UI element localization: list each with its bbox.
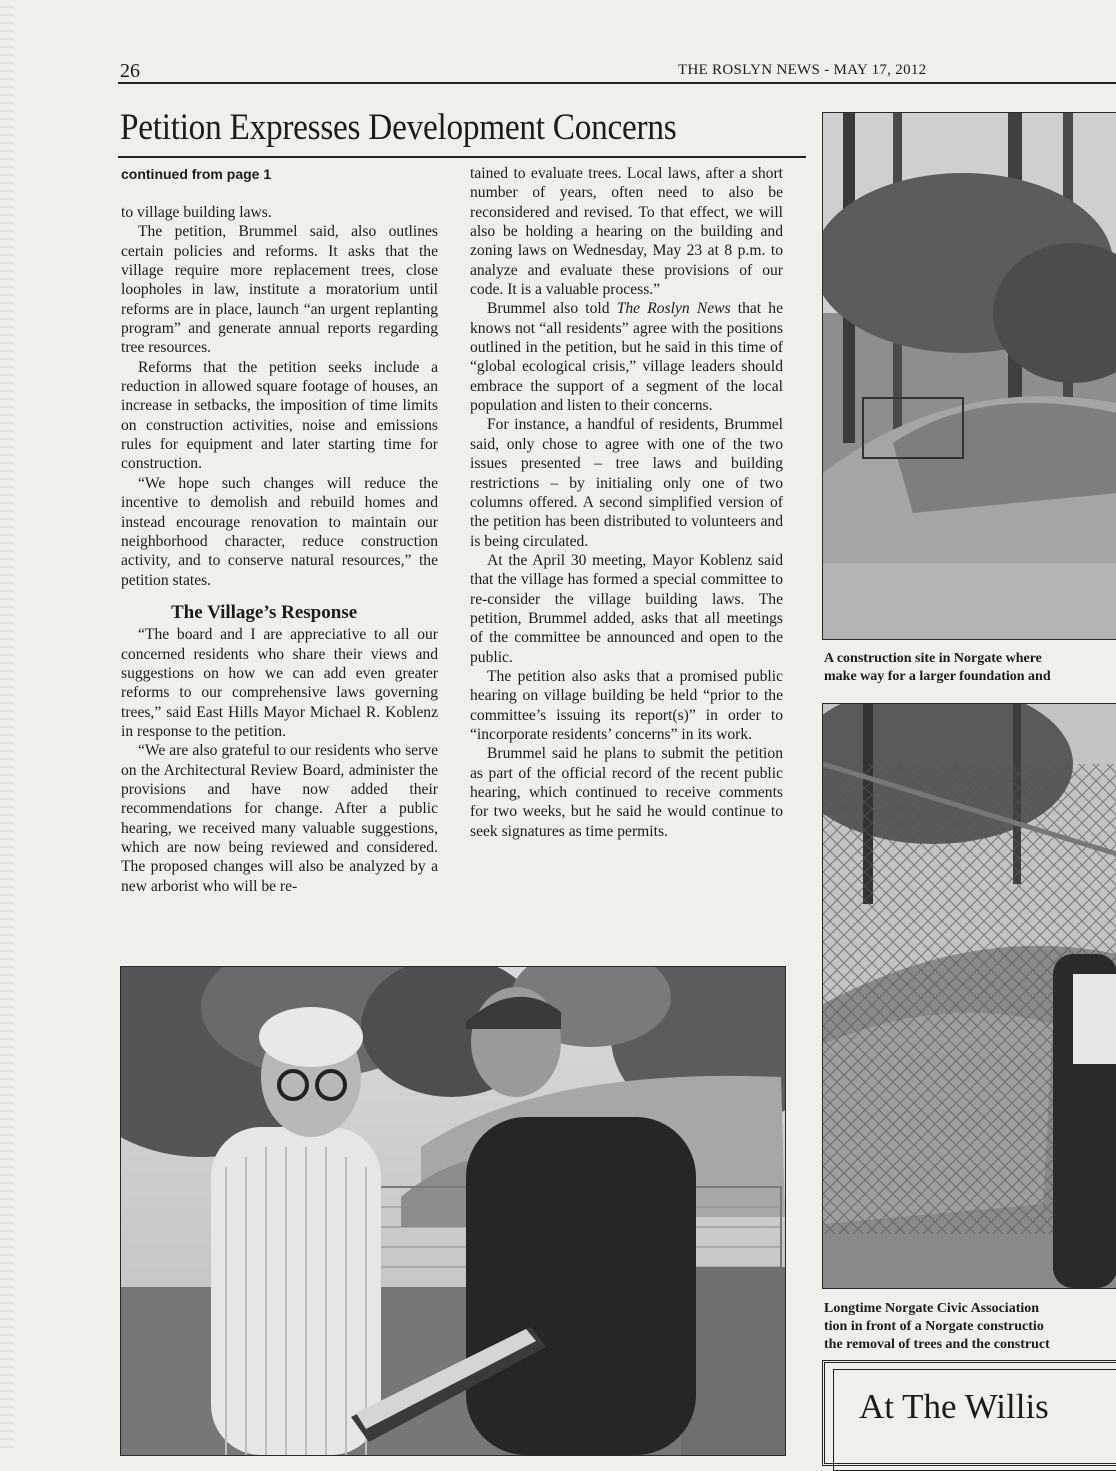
paragraph-text: Brummel also told (487, 300, 617, 318)
headline-rule (118, 156, 806, 158)
caption-line: the removal of trees and the construct (824, 1337, 1050, 1352)
newspaper-name: The Roslyn News (616, 300, 731, 318)
paragraph: “We are also grateful to our residents who serve on the Architectural Review Board, administer the provisions and have now added their recommendations for change. After a public hearing, we received many valuable suggestions, which are now being reviewed and considered. The proposed changes will also be analyzed by a new arborist who will be re- (121, 742, 438, 895)
page-number: 26 (120, 60, 140, 82)
article-headline: Petition Expresses Development Concerns (120, 107, 677, 148)
caption-line: A construction site in Norgate where (824, 651, 1042, 666)
photo-caption-civic-association (824, 1300, 1116, 1354)
paragraph: Reforms that the petition seeks include a reduction in allowed square footage of houses, an increase in setbacks, the imposition of time limits on construction activities, noise and emissions rules for equipment and later starting time for construction. (121, 358, 438, 473)
paragraph: Brummel said he plans to submit the petition as part of the official record of the recent public hearing, which continued to receive comments for two weeks, but he said he would continue to seek signatures as time permits. (470, 745, 783, 840)
photo-petition-signing (120, 966, 786, 1456)
article-column-2 (470, 164, 783, 841)
paragraph: “We hope such changes will reduce the incentive to demolish and rebuild homes and instead encourage renovation to maintain our neighborhood character, reduce construction activity, and to conserve natural resources,” the petition states. (121, 474, 438, 589)
paragraph-text: that he knows not “all residents” agree with the positions outlined in the petition, but he said in this time of “global ecological crisis,” village leaders should embrace the support of a segment of the local population and listen to their concerns. (470, 300, 783, 415)
advertisement-box (822, 1360, 1116, 1466)
photo-construction-site (822, 112, 1116, 640)
photo-caption-construction (824, 650, 1116, 686)
paragraph: tained to evaluate trees. Local laws, after a short number of years, often need to also be reconsidered and revised. To that effect, we will also be holding a hearing on the building and zoning laws on Wednesday, May 23 at 8 p.m. to analyze and evaluate these provisions of our code. It is a valuable process.” (470, 165, 783, 299)
paragraph: to village building laws. (121, 204, 272, 221)
publication-line: THE ROSLYN NEWS - MAY 17, 2012 (678, 62, 927, 78)
paragraph: “The board and I are appreciative to all our concerned residents who share their views and suggestions on how we can add even greater reforms to our comprehensive laws governing trees,” said East Hills Mayor Michael R. Koblenz in response to the petition. (121, 626, 438, 740)
continued-label: continued from page 1 (121, 166, 272, 182)
header-rule (118, 82, 1116, 84)
page-header (118, 58, 1116, 84)
paragraph: At the April 30 meeting, Mayor Koblenz said that the village has formed a special committee to re-consider the village building laws. The petition, Brummel added, asks that all meetings of the committee be announced and open to the public. (470, 551, 783, 666)
advertisement-heading: At The Willis (859, 1387, 1049, 1426)
article-column-1 (121, 203, 438, 896)
paragraph: The petition, Brummel said, also outlines certain policies and reforms. It asks that the village require more replacement trees, close loopholes in law, institute a moratorium until reforms are in place, launch “an urgent replanting program” and generate annual reports regarding tree resources. (121, 223, 438, 357)
caption-line: make way for a larger foundation and (824, 669, 1051, 684)
photo-norgate-fence (822, 703, 1116, 1289)
paragraph (470, 299, 783, 415)
paragraph: The petition also asks that a promised public hearing on village building be held “prior to the committee’s issuing its report(s)” in order to “incorporate residents’ concerns” in its work. (470, 667, 783, 743)
paragraph: For instance, a handful of residents, Brummel said, only chose to agree with one of the two issues presented – tree laws and building restrictions – by initialing only one of two columns offered. A second simplified version of the petition has been distributed to volunteers and is being circulated. (470, 416, 783, 550)
caption-line: tion in front of a Norgate constructio (824, 1319, 1044, 1334)
paper-edge (0, 0, 14, 1454)
section-subhead: The Village’s Response (171, 601, 358, 623)
caption-line: Longtime Norgate Civic Association (824, 1301, 1040, 1316)
